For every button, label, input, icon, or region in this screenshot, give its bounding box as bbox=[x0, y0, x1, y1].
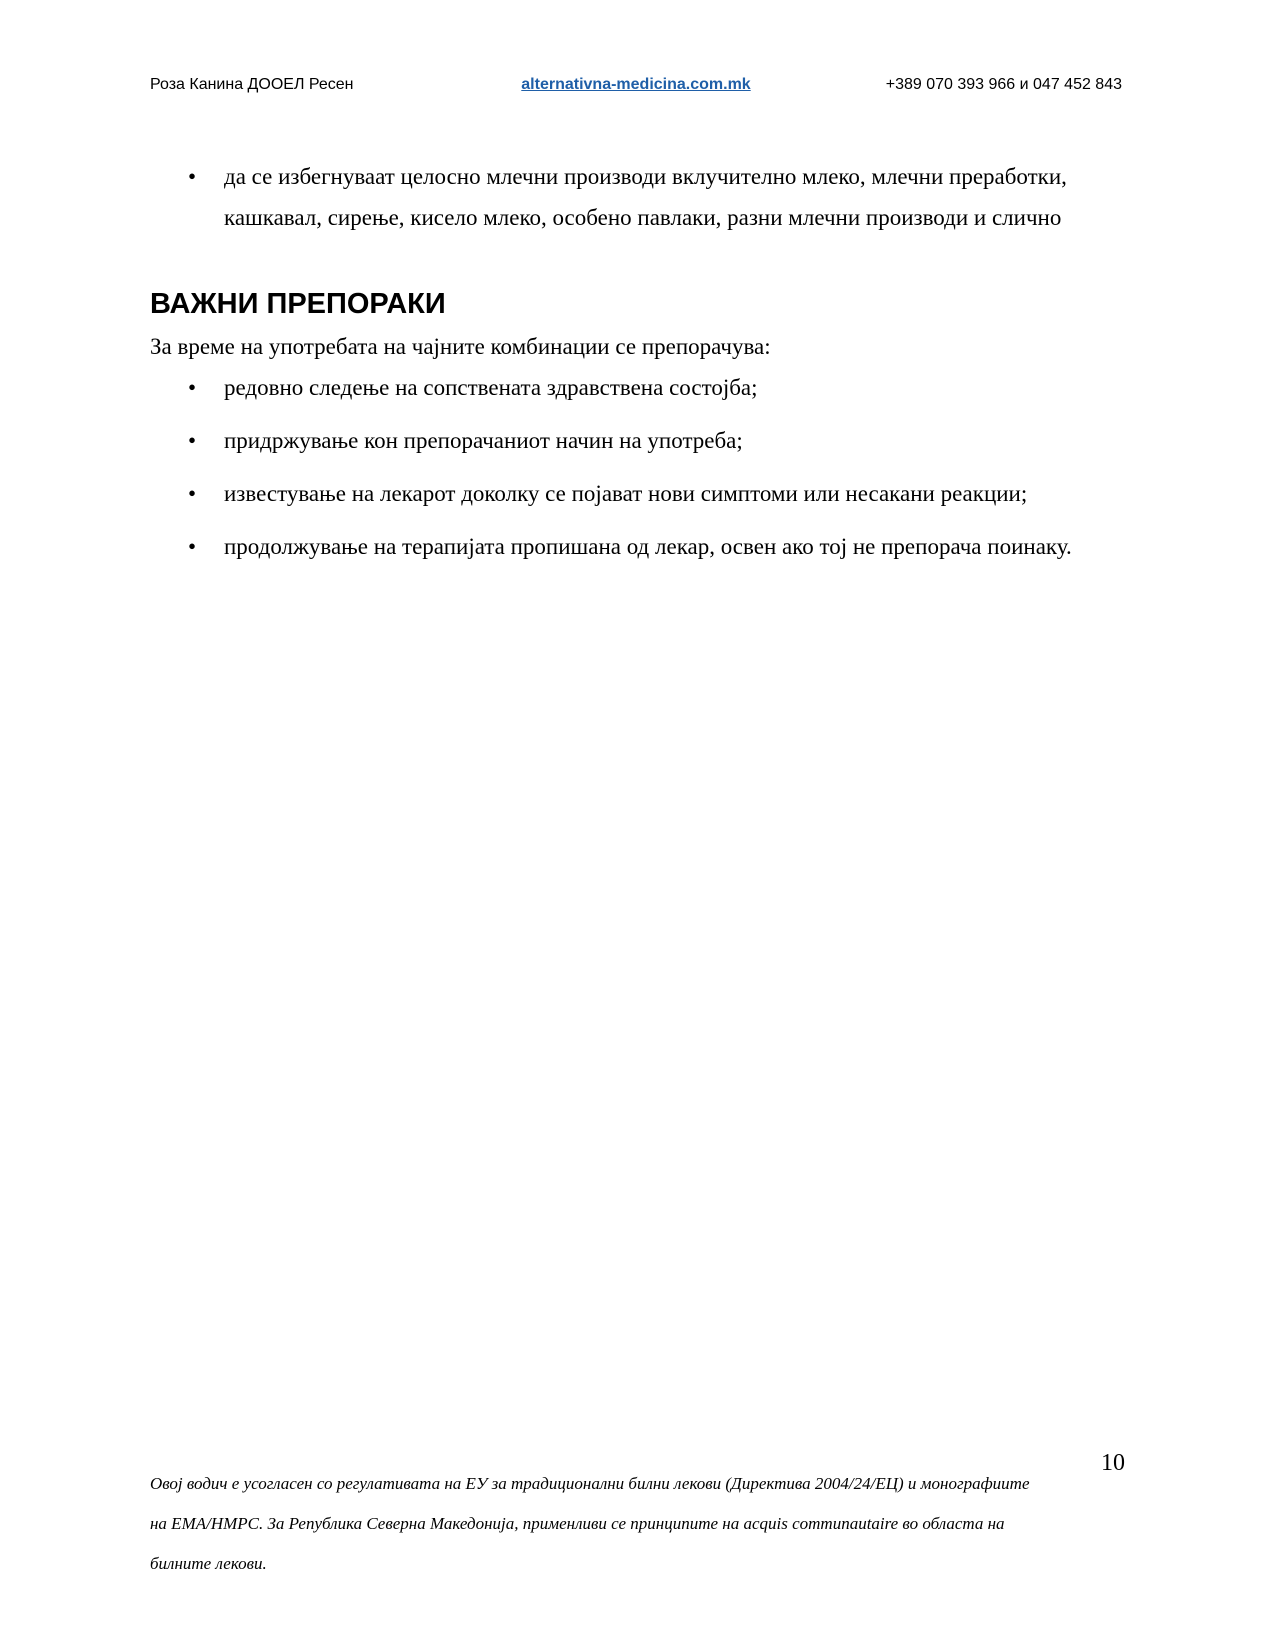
bullet-icon: • bbox=[188, 428, 197, 453]
list-item bbox=[150, 420, 1122, 461]
list-item-text: редовно следење на сопствената здравствена состојба; bbox=[224, 375, 758, 400]
list-item-text: известување на лекарот доколку се појават нови симптоми или несакани реакции; bbox=[224, 481, 1028, 506]
bullet-icon: • bbox=[188, 534, 197, 559]
list-item-text: да се избегнуваат целосно млечни производи вклучително млеко, млечни преработки, кашкавал, сирење, кисело млеко, особено павлаки, разни млечни производи и слично bbox=[224, 164, 1067, 230]
bullet-icon: • bbox=[188, 164, 197, 189]
page-footer bbox=[150, 1464, 1050, 1584]
list-item-text: продолжување на терапијата пропишана од лекар, освен ако тој не препорача поинаку. bbox=[224, 534, 1072, 559]
footer-text: Овој водич е усогласен со регулативата на ЕУ за традиционални билни лекови (Директива 2004/24/ЕЦ) и монографиите на ЕМА/HMPC. За Република Северна Македонија, применливи се принципите на acquis communautaire во областа на билните лекови. bbox=[150, 1474, 1030, 1573]
list-item bbox=[150, 367, 1122, 408]
list-item bbox=[150, 156, 1122, 238]
list-item bbox=[150, 526, 1122, 567]
bullet-icon: • bbox=[188, 481, 197, 506]
dairy-avoidance-list bbox=[150, 156, 1122, 238]
phone-numbers: +389 070 393 966 и 047 452 843 bbox=[885, 76, 1122, 93]
section-title: ВАЖНИ ПРЕПОРАКИ bbox=[150, 288, 446, 320]
list-item bbox=[150, 473, 1122, 514]
website-link[interactable]: alternativna-medicina.com.mk bbox=[521, 76, 751, 93]
company-name: Роза Канина ДООЕЛ Ресен bbox=[150, 76, 354, 93]
section-intro: За време на употребата на чајните комбинации се препорачува: bbox=[150, 334, 771, 359]
page-content bbox=[150, 156, 1122, 579]
bullet-icon: • bbox=[188, 375, 197, 400]
page-number: 10 bbox=[1101, 1450, 1125, 1476]
recommendations-list bbox=[150, 367, 1122, 567]
page-header bbox=[150, 76, 1122, 100]
list-item-text: придржување кон препорачаниот начин на употреба; bbox=[224, 428, 743, 453]
